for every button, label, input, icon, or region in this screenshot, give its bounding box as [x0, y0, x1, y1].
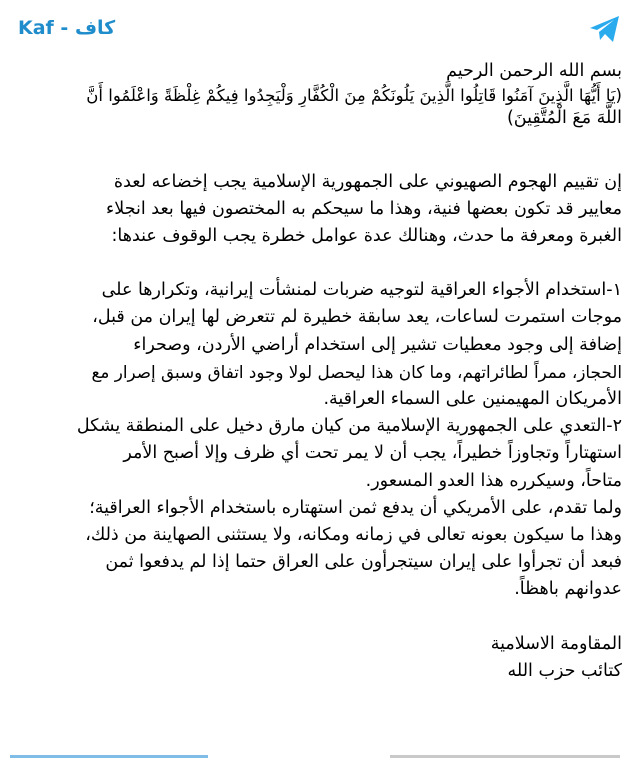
text-line: إن تقييم الهجوم الصهيوني على الجمهورية الإسلامية يجب إخضاعه لعدة [113, 171, 622, 192]
footer-link-clipped[interactable] [10, 749, 210, 758]
footer-meta-clipped [390, 749, 622, 758]
text-line: الحجاز، ممراً لطائراتهم، وما كان هذا ليحصل لولا وجود اتفاق وسبق إصرار مع [91, 361, 622, 382]
signature-line: كتائب حزب الله [507, 660, 622, 681]
text-line: فبعد أن تجرأوا على إيران سيتجرأون على العراق حتما إذا لم يدفعوا ثمن [105, 552, 622, 573]
signature [18, 631, 622, 685]
message-footer [0, 749, 640, 769]
text-line: متاحاً، وسيكرره هذا العدو المسعور. [365, 470, 622, 491]
text-line: استهتاراً وتجاوزاً خطيراً، يجب أن لا يمر تحت أي ظرف وإلا أصبح الأمر [123, 443, 622, 464]
points-paragraph [18, 277, 622, 603]
message-text [18, 60, 622, 685]
text-line: ١-استخدام الأجواء العراقية لتوجيه ضربات لمنشأت إيرانية، وتكرارها على [101, 280, 622, 301]
text-line: معايير قد تكون بعضها فنية، وهذا ما سيحكم به المختصون فيها بعد انجلاء [106, 198, 622, 219]
intro-paragraph [18, 169, 622, 251]
channel-name[interactable]: Kaf - كاف [18, 17, 116, 39]
text-line: موجات استمرت لساعات، يعد سابقة خطيرة لم تتعرض لها إيران من قبل، [92, 307, 622, 328]
text-line: بسم الله الرحمن الرحيم [446, 61, 622, 81]
text-line: وهذا ما سيكون بعونه تعالى في زمانه ومكانه، ولا يستثنى الصهاينة من ذلك، [85, 524, 622, 545]
telegram-icon [588, 14, 622, 44]
text-line: الأمريكان المهيمنين على السماء العراقية. [323, 388, 622, 409]
text-line: ولما تقدم، على الأمريكي أن يدفع ثمن استهتاره باستخدام الأجواء العراقية؛ [89, 497, 622, 518]
signature-line: المقاومة الاسلامية [490, 633, 622, 654]
text-line: الغبرة ومعرفة ما حدث، وهنالك عدة عوامل خطرة يجب الوقوف عندها: [111, 225, 622, 246]
opening-verse [18, 60, 622, 131]
text-line: (يَا أَيُّهَا الَّذِينَ آمَنُوا قَاتِلُوا الَّذِينَ يَلُونَكُمْ مِنَ الْكُفَّارِ وَلْيَجِدُوا فِيكُمْ غِلْظَةً وَاعْلَمُوا أَنَّ [86, 85, 622, 105]
text-line: عدوانهم باهظاً. [514, 579, 622, 600]
text-line: اللَّهَ مَعَ الْمُتَّقِينَ) [506, 108, 622, 128]
channel-header [0, 0, 640, 56]
text-line: إضافة إلى وجود معطيات تشير إلى استخدام أراضي الأردن، وصحراء [133, 334, 622, 355]
text-line: ٢-التعدي على الجمهورية الإسلامية من كيان مارق دخيل على المنطقة يشكل [76, 416, 622, 437]
